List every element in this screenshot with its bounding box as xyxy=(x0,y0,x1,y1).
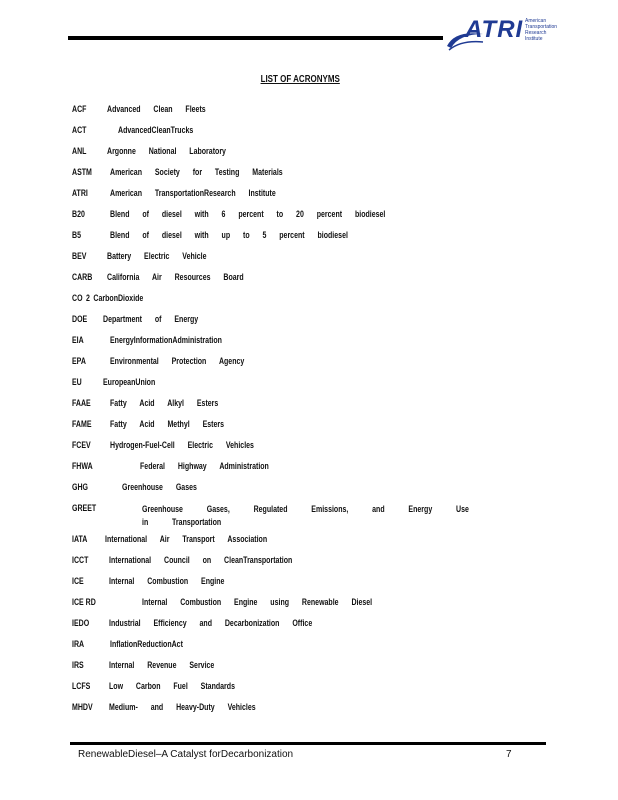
acronym-row xyxy=(72,440,542,461)
acronym-row xyxy=(72,576,542,597)
acronym: BEV xyxy=(72,251,87,261)
acronym-definition: Department of Energy xyxy=(103,314,199,324)
acronym-definition: International Council on CleanTransportation xyxy=(109,555,293,565)
acronym: FHWA xyxy=(72,461,93,471)
acronym-definition: EuropeanUnion xyxy=(103,377,156,387)
acronym-definition: Greenhouse Gases, Regulated Emissions, and Energy Use in Transportation xyxy=(142,504,469,527)
acronym: IRA xyxy=(72,639,85,649)
acronym-row xyxy=(72,146,542,167)
acronym-row xyxy=(72,702,542,723)
acronym: CO xyxy=(72,293,83,303)
acronym-definition: InflationReductionAct xyxy=(110,639,183,649)
acronym-definition: Internal Combustion Engine using Renewable Diesel xyxy=(142,597,373,607)
acronym: CARB xyxy=(72,272,93,282)
acronym-row xyxy=(72,167,542,188)
acronym-row xyxy=(72,272,542,293)
footer-rule xyxy=(70,742,546,745)
acronym-definition: International Air Transport Association xyxy=(105,534,268,544)
acronym-definition: Low Carbon Fuel Standards xyxy=(109,681,235,691)
acronym-definition: California Air Resources Board xyxy=(107,272,244,282)
acronym-row xyxy=(72,293,542,314)
acronym-row xyxy=(72,125,542,146)
acronym: ATRI xyxy=(72,188,88,198)
acronym: B5 xyxy=(72,230,81,240)
acronym-row xyxy=(72,398,542,419)
page-number: 7 xyxy=(506,749,512,760)
acronym: ICCT xyxy=(72,555,89,565)
acronym-definition: Blend of diesel with 6 percent to 20 percent biodiesel xyxy=(110,209,386,219)
acronym-definition: Medium- and Heavy-Duty Vehicles xyxy=(109,702,256,712)
acronym: FCEV xyxy=(72,440,91,450)
acronym-definition: Hydrogen-Fuel-Cell Electric Vehicles xyxy=(110,440,254,450)
acronym-row xyxy=(72,555,542,576)
acronym: ACF xyxy=(72,104,87,114)
header-rule xyxy=(68,36,443,40)
acronym-row xyxy=(72,597,542,618)
acronym-row xyxy=(72,356,542,377)
acronym-row xyxy=(72,209,542,230)
acronym: ICE xyxy=(72,576,84,586)
acronym-definition: Fatty Acid Alkyl Esters xyxy=(110,398,219,408)
acronym-row xyxy=(72,104,542,125)
acronym: MHDV xyxy=(72,702,93,712)
acronym-definition: EnergyInformationAdministration xyxy=(110,335,222,345)
acronym-definition: Advanced Clean Fleets xyxy=(107,104,206,114)
acronym: LCFS xyxy=(72,681,91,691)
acronym: EPA xyxy=(72,356,86,366)
acronym-row xyxy=(72,419,542,440)
acronym: EU xyxy=(72,377,82,387)
acronym-definition: Federal Highway Administration xyxy=(140,461,269,471)
acronym-row xyxy=(72,377,542,398)
acronym-row xyxy=(72,534,542,555)
acronym: ACT xyxy=(72,125,87,135)
acronym: ICE RD xyxy=(72,597,96,607)
acronym-row xyxy=(72,230,542,251)
acronym-definition: Environmental Protection Agency xyxy=(110,356,245,366)
acronym-row xyxy=(72,461,542,482)
acronym: IATA xyxy=(72,534,88,544)
acronym-definition: American TransportationResearch Institute xyxy=(110,188,276,198)
acronym: B20 xyxy=(72,209,85,219)
acronym: IEDO xyxy=(72,618,90,628)
acronym-row xyxy=(72,335,542,356)
acronym: DOE xyxy=(72,314,88,324)
acronym-definition: 2 CarbonDioxide xyxy=(86,293,144,303)
acronym-definition: AdvancedCleanTrucks xyxy=(118,125,194,135)
acronym-definition: Industrial Efficiency and Decarbonization Office xyxy=(109,618,313,628)
acronym-row xyxy=(72,660,542,681)
acronym-list xyxy=(72,104,542,723)
acronym: ANL xyxy=(72,146,87,156)
acronym: EIA xyxy=(72,335,84,345)
acronym-row xyxy=(72,482,542,503)
acronym-row xyxy=(72,503,542,534)
atri-logo xyxy=(445,16,557,50)
acronym: FAME xyxy=(72,419,92,429)
acronym-definition: Battery Electric Vehicle xyxy=(107,251,207,261)
acronym-definition: American Society for Testing Materials xyxy=(110,167,283,177)
acronym: ASTM xyxy=(72,167,92,177)
acronym: GREET xyxy=(72,503,97,513)
acronym: GHG xyxy=(72,482,89,492)
acronym-definition: Greenhouse Gases xyxy=(122,482,197,492)
acronym-row xyxy=(72,251,542,272)
acronym-definition: Fatty Acid Methyl Esters xyxy=(110,419,225,429)
acronym-row xyxy=(72,639,542,660)
acronym-row xyxy=(72,314,542,335)
acronym-definition: Blend of diesel with up to 5 percent biodiesel xyxy=(110,230,348,240)
acronym-row xyxy=(72,681,542,702)
page-title: LIST OF ACRONYMS xyxy=(260,74,340,85)
acronym: IRS xyxy=(72,660,84,670)
acronym-definition: Internal Combustion Engine xyxy=(109,576,225,586)
logo-wordmark: ATRI xyxy=(465,16,524,43)
logo-subtitle: American Transportation Research Institute xyxy=(525,18,558,42)
acronym-row xyxy=(72,618,542,639)
acronym: FAAE xyxy=(72,398,91,408)
acronym-definition: Internal Revenue Service xyxy=(109,660,215,670)
acronym-definition: Argonne National Laboratory xyxy=(107,146,226,156)
acronym-row xyxy=(72,188,542,209)
footer-title: RenewableDiesel–A Catalyst forDecarbonization xyxy=(78,749,294,760)
